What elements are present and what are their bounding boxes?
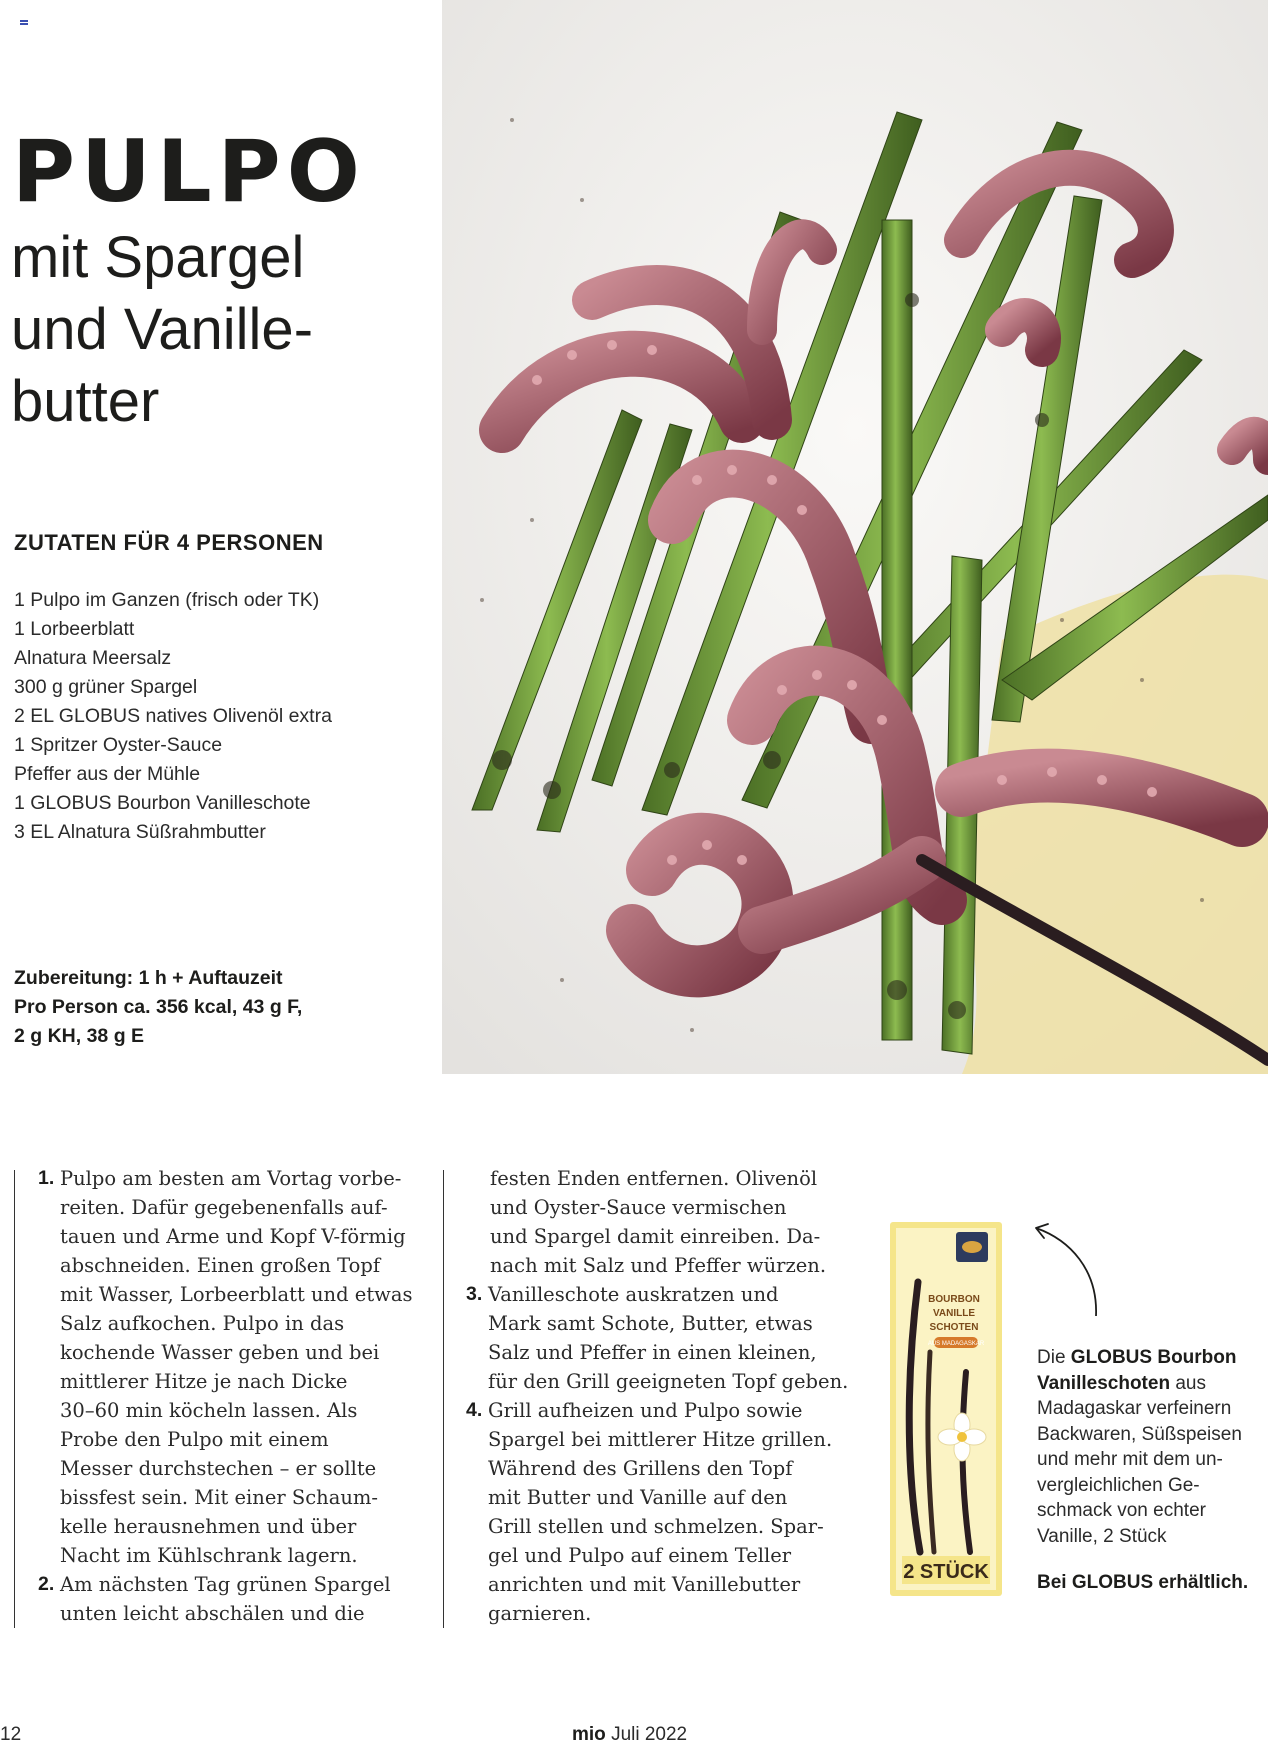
step-line: bissfest sein. Mit einer Schaum- [60,1486,379,1509]
steps-column-1 [38,1164,418,1628]
step-line: Probe den Pulpo mit einem [60,1428,329,1451]
step-line: Messer durchstechen – er sollte [60,1457,377,1480]
desc-line [1037,1371,1272,1397]
product-description [1037,1345,1272,1549]
pulpo-asparagus-photo [442,0,1268,1074]
step-line: Pulpo am besten am Vortag vorbe- [60,1167,402,1190]
ingredient-item: Alnatura Meersalz [14,647,172,669]
step-line: und Oyster-Sauce vermischen [490,1196,787,1219]
step-line: Salz aufkochen. Pulpo in das [60,1312,345,1335]
pack-label: SCHOTEN [929,1322,979,1333]
corner-mark [20,20,28,26]
step-line: Grill stellen und schmelzen. Spar- [488,1515,824,1538]
column-rule [14,1170,15,1628]
step-line: und Spargel damit einreiben. Da- [490,1225,821,1248]
step-line: Salz und Pfeffer in einen kleinen, [488,1341,817,1364]
step-item [466,1164,846,1280]
page-number: 12 [0,1724,22,1745]
desc-brand: Vanilleschoten [1037,1372,1171,1394]
pack-label: BOURBON [928,1294,980,1305]
step-line: mit Wasser, Lorbeerblatt und etwas [60,1283,413,1306]
subtitle-line: butter [11,369,160,434]
desc-brand: GLOBUS Bourbon [1070,1347,1237,1368]
step-line: garnieren. [488,1602,592,1625]
desc-text: Die [1037,1347,1071,1368]
desc-line: Madagaskar verfeinern [1037,1398,1232,1419]
step-line: mittlerer Hitze je nach Dicke [60,1370,348,1393]
pack-origin: AUS MADAGASKAR [927,1341,985,1347]
step-line: 30–60 min köcheln lassen. Als [60,1399,358,1422]
step-item [38,1164,418,1570]
step-line: anrichten und mit Vanillebutter [488,1573,801,1596]
recipe-subtitle [11,222,421,438]
step-line: Vanilleschote auskratzen und [488,1283,779,1306]
prep-info [14,964,302,1051]
ingredient-item: 300 g grüner Spargel [14,676,198,698]
step-item [466,1396,846,1628]
ingredient-item: 1 GLOBUS Bourbon Vanilleschote [14,792,311,814]
recipe-title: PULPO [12,122,366,222]
magazine-footer [572,1724,687,1746]
step-line: Grill aufheizen und Pulpo sowie [488,1399,803,1422]
desc-line: schmack von echter [1037,1500,1206,1521]
step-item [38,1570,418,1628]
step-line: Mark samt Schote, Butter, etwas [488,1312,813,1335]
step-line: reiten. Dafür gegebenenfalls auf- [60,1196,388,1219]
step-number: 1. [38,1167,55,1189]
ingredient-item: 1 Lorbeerblatt [14,618,135,640]
desc-line: und mehr mit dem un- [1037,1449,1223,1470]
ingredient-item: 1 Spritzer Oyster-Sauce [14,734,223,756]
prep-line: Zubereitung: 1 h + Auftauzeit [14,967,283,989]
vanilla-pack-image [890,1222,1002,1596]
step-line: Während des Grillens den Topf [488,1457,793,1480]
ingredient-item: Pfeffer aus der Mühle [14,763,201,785]
step-line: für den Grill geeigneten Topf geben. [488,1370,849,1393]
prep-line: Pro Person ca. 356 kcal, 43 g F, [14,996,303,1018]
step-line: unten leicht abschälen und die [60,1602,365,1625]
step-line: festen Enden entfernen. Olivenöl [490,1167,818,1190]
step-line: Nacht im Kühlschrank lagern. [60,1544,358,1567]
step-line: kelle herausnehmen und über [60,1515,357,1538]
magazine-name: mio [572,1724,606,1745]
ingredient-item: 2 EL GLOBUS natives Olivenöl extra [14,705,332,727]
ingredient-item: 1 Pulpo im Ganzen (frisch oder TK) [14,589,320,611]
pack-count: 2 STÜCK [903,1561,989,1583]
step-item [466,1280,849,1396]
step-line: gel und Pulpo auf einem Teller [488,1544,792,1567]
step-line: kochende Wasser geben und bei [60,1341,380,1364]
step-line: Spargel bei mittlerer Hitze grillen. [488,1428,833,1451]
step-line: abschneiden. Einen großen Topf [60,1254,381,1277]
desc-line: vergleichlichen Ge- [1037,1474,1200,1496]
steps-column-2 [466,1164,849,1628]
desc-line [1037,1345,1272,1371]
step-number: 2. [38,1573,55,1595]
availability-note: Bei GLOBUS erhältlich. [1037,1572,1249,1593]
ingredients-list [14,586,332,847]
column-rule [443,1170,444,1628]
step-number: 4. [466,1399,483,1421]
subtitle-line: und Vanille- [11,297,314,362]
step-number: 3. [466,1283,483,1305]
step-line: Am nächsten Tag grünen Spargel [60,1573,391,1596]
step-line: tauen und Arme und Kopf V-förmig [60,1225,406,1248]
prep-line: 2 g KH, 38 g E [14,1025,145,1047]
desc-line: Backwaren, Süßspeisen [1037,1423,1242,1445]
issue-date: Juli 2022 [611,1724,688,1745]
desc-text: aus [1170,1372,1206,1394]
step-line: mit Butter und Vanille auf den [488,1486,788,1509]
curved-arrow-icon [1030,1220,1100,1320]
desc-line: Vanille, 2 Stück [1037,1525,1167,1547]
ingredient-item: 3 EL Alnatura Süßrahmbutter [14,821,266,843]
ingredients-heading: ZUTATEN FÜR 4 PERSONEN [14,530,324,555]
subtitle-line: mit Spargel [11,225,305,290]
pack-label: VANILLE [932,1308,976,1319]
step-line: nach mit Salz und Pfeffer würzen. [490,1254,827,1277]
